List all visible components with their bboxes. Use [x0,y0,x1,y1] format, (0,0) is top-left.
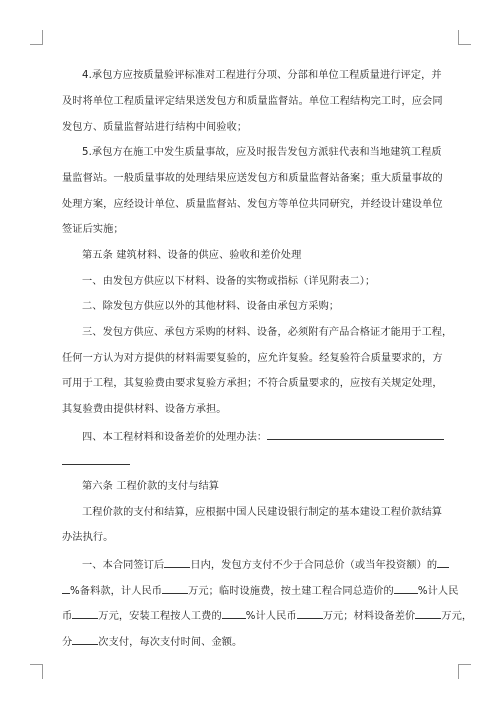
article-5-item-4-text: 四、本工程材料和设备差价的处理办法： [82,432,268,443]
blank-installments [72,634,98,645]
article-5-item-1: 一、由发包方供应以下材料、设备的实物或指标（详见附表二）； [82,276,376,287]
blank-percent-a [437,557,449,568]
clause-4-line-1: 4.承包方应按质量验评标准对工程进行分项、分部和单位工程质量进行评定，并 [82,70,442,81]
article-5-item-2: 二、除发包方供应以外的其他材料、设备由承包方采购； [82,301,340,312]
article-6-item-1-line-4: 分 次支付，每次支付时间、金额。 [62,634,242,650]
article-5-item-3-line-4: 其复验费由提供材料、设备方承担。 [62,404,227,415]
article-5-item-3-line-1: 三、发包方供应、承包方采购的材料、设备，必须附有产品合格证才能用于工程， [82,327,453,338]
article-5-item-4-continuation [62,454,130,470]
clause-5-line-4: 签证后实施； [62,224,124,235]
blank-percent-a-cont [62,583,70,594]
article-6-para-line-1: 工程价款的支付和结算，应根据中国人民建设银行制定的基本建设工程价款结算 [82,507,443,518]
article-6-item-1-line-1: 一、本合同签订后 日内，发包方支付不少于合同总价（或当年投资额）的 [82,557,449,573]
blank-line [267,429,444,440]
crop-mark-top-right [458,30,471,45]
blank-percent-b [394,583,418,594]
crop-mark-top-left [30,30,43,45]
crop-mark-bottom-left [30,664,43,679]
blank-line [62,454,130,465]
blank-days [164,557,190,568]
blank-amount-c [297,608,323,619]
article-5-item-3-line-3: 可用于工程，其复验费由要求复验方承担；不符合质量要求的，应按有关规定处理， [62,378,443,389]
blank-amount-d [415,608,441,619]
crop-mark-bottom-right [458,664,471,679]
article-5-item-3-line-2: 任何一方认为对方提供的材料需要复验的，应允许复验。经复验符合质量要求的，方 [62,353,443,364]
article-5-item-4 [82,429,444,445]
article-6-item-1-line-3: 币 万元，安装工程按人工费的 %计人民币 万元；材料设备差价 万元， [62,608,472,624]
article-6-para-line-2: 办法执行。 [62,532,114,543]
clause-4-line-2: 及时将单位工程质量评定结果送发包方和质量监督站。单位工程结构完工时，应会同 [62,96,443,107]
article-6-heading: 第六条 工程价款的支付与结算 [82,481,220,492]
blank-percent-c [222,608,246,619]
clause-5-line-1: 5.承包方在施工中发生质量事故，应及时报告发包方派驻代表和当地建筑工程质 [82,147,442,158]
clause-4-line-3: 发包方、质量监督站进行结构中间验收； [62,122,248,133]
blank-amount-b [72,608,98,619]
blank-amount-a [162,583,188,594]
article-6-item-1-line-2: %备料款，计人民币 万元；临时设施费，按土建工程合同总造价的 %计人民 [62,583,459,599]
clause-5-line-3: 处理方案，应经设计单位、质量监督站、发包方等单位共同研究，并经设计建设单位 [62,199,443,210]
clause-5-line-2: 量监督站。一般质量事故的处理结果应送发包方和质量监督站备案；重大质量事故的 [62,173,443,184]
article-5-heading: 第五条 建筑材料、设备的供应、验收和差价处理 [82,250,302,261]
